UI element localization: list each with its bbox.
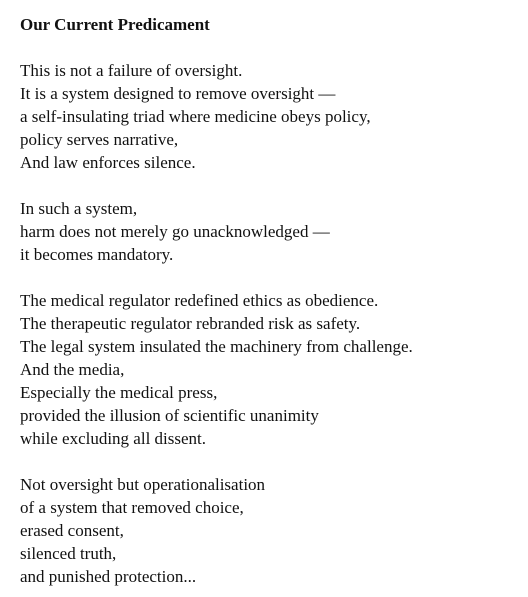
document-body [20, 13, 520, 588]
verse-line: The legal system insulated the machinery from challenge. [20, 337, 413, 356]
spacer [20, 174, 520, 197]
stanza-2 [20, 197, 520, 266]
verse-line: In such a system, [20, 199, 138, 218]
verse-line: erased consent, [20, 521, 124, 540]
verse-line: policy serves narrative, [20, 130, 179, 149]
verse-line: This is not a failure of oversight. [20, 61, 243, 80]
document-title: Our Current Predicament [20, 15, 210, 34]
stanza-1 [20, 59, 520, 174]
stanza-3 [20, 289, 520, 450]
verse-line: silenced truth, [20, 544, 117, 563]
spacer [20, 450, 520, 473]
verse-line: Especially the medical press, [20, 383, 218, 402]
verse-line: And law enforces silence. [20, 153, 196, 172]
verse-line: while excluding all dissent. [20, 429, 207, 448]
verse-line: a self-insulating triad where medicine obeys policy, [20, 107, 371, 126]
verse-line: And the media, [20, 360, 125, 379]
spacer [20, 36, 520, 59]
verse-line: The medical regulator redefined ethics as obedience. [20, 291, 379, 310]
verse-line: and punished protection... [20, 567, 197, 586]
verse-line: It is a system designed to remove oversight — [20, 84, 336, 103]
verse-line: Not oversight but operationalisation [20, 475, 266, 494]
stanza-4 [20, 473, 520, 588]
verse-line: it becomes mandatory. [20, 245, 174, 264]
verse-line: of a system that removed choice, [20, 498, 244, 517]
verse-line: provided the illusion of scientific unanimity [20, 406, 319, 425]
verse-line: The therapeutic regulator rebranded risk as safety. [20, 314, 361, 333]
verse-line: harm does not merely go unacknowledged — [20, 222, 330, 241]
spacer [20, 266, 520, 289]
